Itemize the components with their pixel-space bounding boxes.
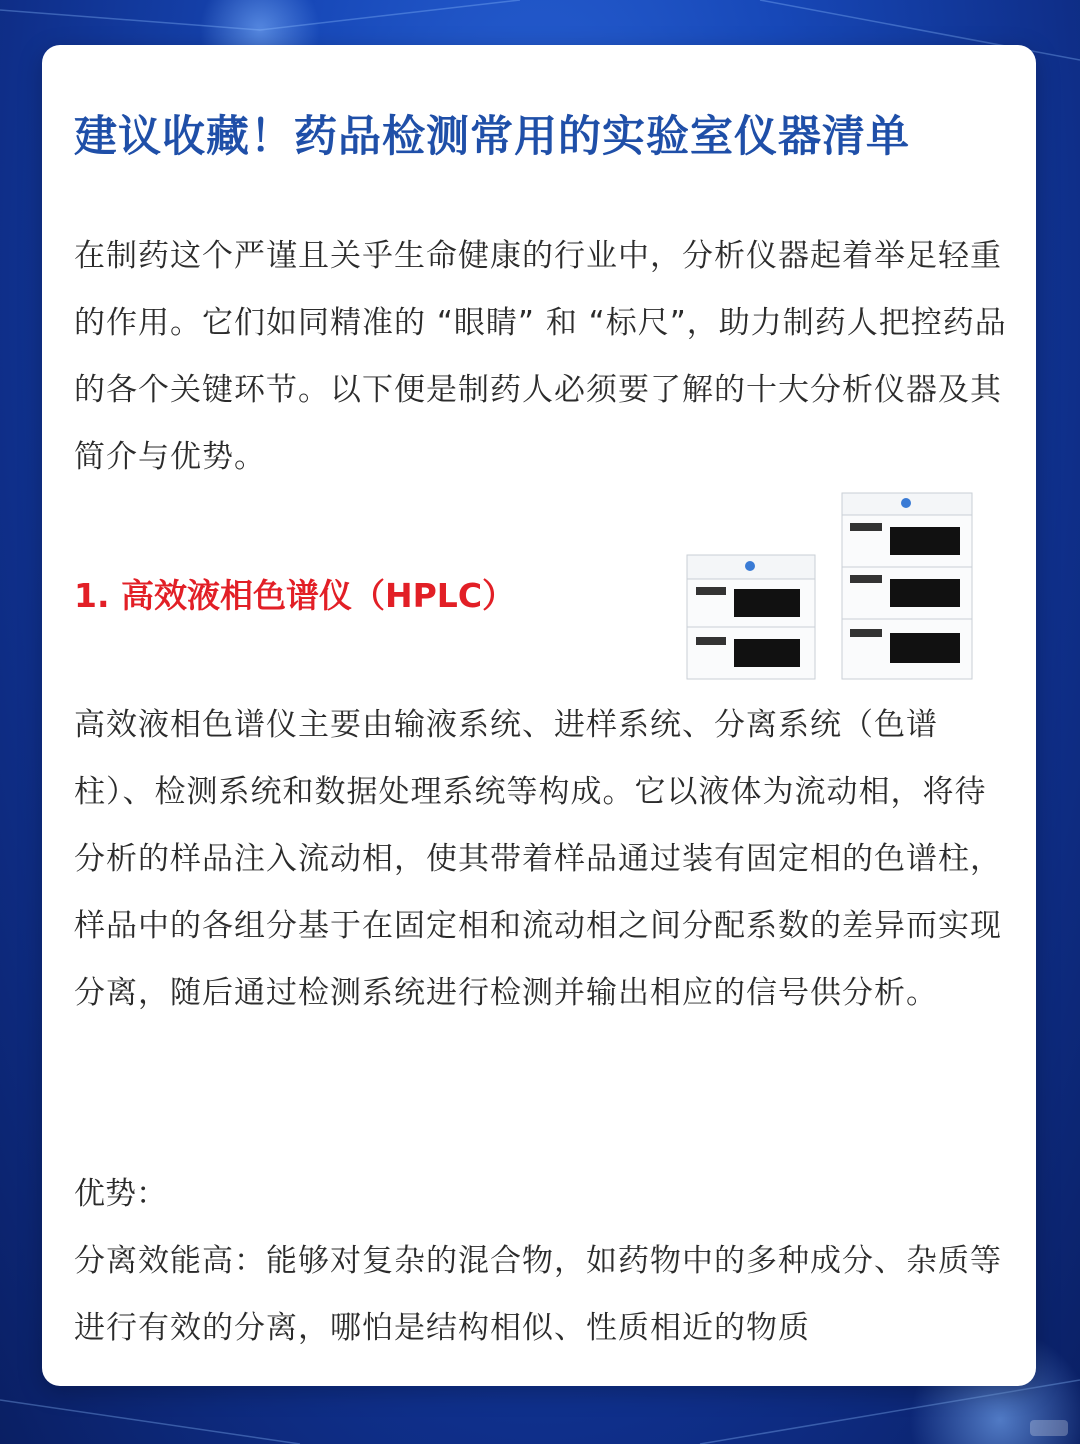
hplc-instrument-image — [682, 483, 982, 683]
watermark-logo — [1030, 1420, 1068, 1436]
content-card — [42, 45, 1036, 1386]
advantage-label: 优势： — [74, 1176, 167, 1212]
intro-paragraph: 在制药这个严谨且关乎生命健康的行业中，分析仪器起着举足轻重的作用。它们如同精准的 “眼睛” 和 “标尺”，助力制药人把控药品的各个关键环节。以下便是制药人必须要了解的十大分析仪器及其简介与优势。 — [74, 238, 1007, 475]
page-title: 建议收藏！药品检测常用的实验室仪器清单 — [74, 112, 910, 162]
hplc-unit-right — [842, 493, 972, 679]
section-heading: 1. 高效液相色谱仪（HPLC） — [74, 576, 516, 615]
advantage-text: 分离效能高：能够对复杂的混合物，如药物中的多种成分、杂质等进行有效的分离，哪怕是结构相似、性质相近的物质 — [74, 1243, 1002, 1346]
hplc-unit-left — [687, 555, 815, 679]
section-description: 高效液相色谱仪主要由输液系统、进样系统、分离系统（色谱柱）、检测系统和数据处理系统等构成。它以液体为流动相，将待分析的样品注入流动相，使其带着样品通过装有固定相的色谱柱，样品中的各组分基于在固定相和流动相之间分配系数的差异而实现分离，随后通过检测系统进行检测并输出相应的信号供分析。 — [74, 707, 1002, 1011]
